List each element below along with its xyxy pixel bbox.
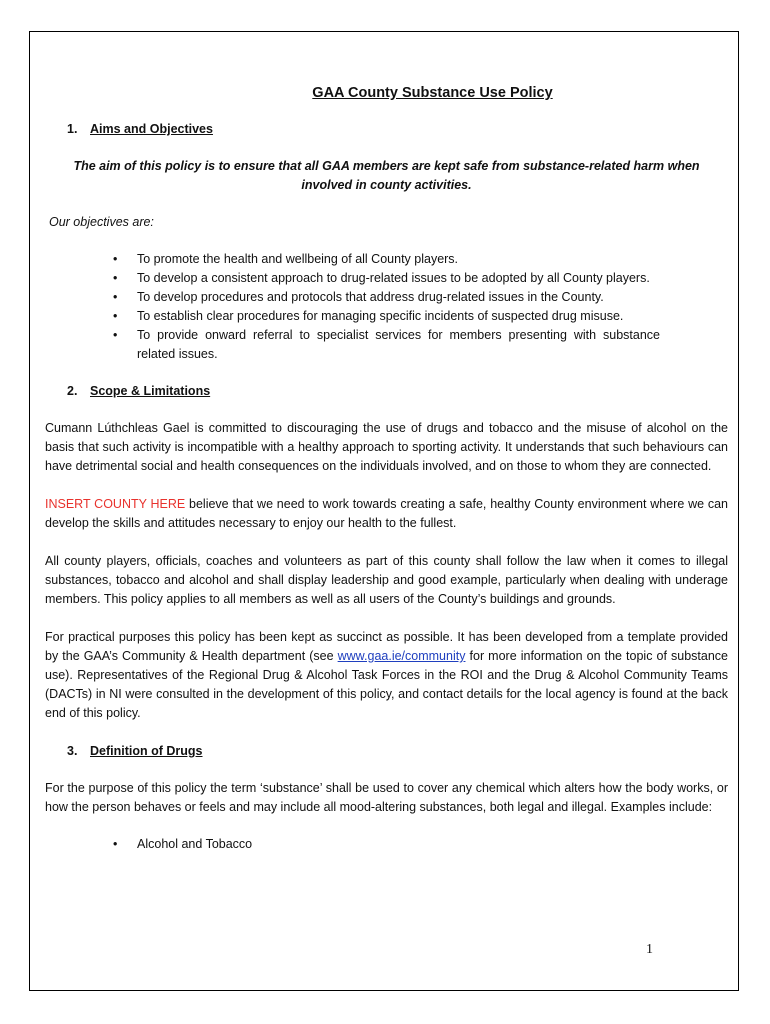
list-item <box>45 269 728 288</box>
section-number: 3. <box>67 744 78 758</box>
bullet-icon: • <box>113 328 118 342</box>
objectives-intro: Our objectives are: <box>49 215 154 229</box>
community-link[interactable]: www.gaa.ie/community <box>337 649 466 663</box>
scope-paragraph-4-before: For practical purposes this policy has been kept as succinct as possible. It has been developed from a template provided by the GAA’s Community & Health department (see <box>45 630 728 663</box>
section-title: Definition of Drugs <box>90 744 203 758</box>
list-item <box>45 250 728 269</box>
section-number: 1. <box>67 122 78 136</box>
scope-paragraph-3: All county players, officials, coaches and volunteers as part of this county shall follow the law when it comes to illegal substances, tobacco and alcohol and shall display leadership and good example, particularly when dealing with underage members. This policy applies to all members as well as all users of the County’s buildings and grounds. <box>45 554 728 606</box>
list-item-text: To promote the health and wellbeing of all County players. <box>137 252 459 266</box>
section-title: Aims and Objectives <box>90 122 213 136</box>
list-item-text: Alcohol and Tobacco <box>137 837 253 851</box>
section-number: 2. <box>67 384 78 398</box>
examples-list <box>45 835 728 854</box>
list-item-text: To establish clear procedures for managing specific incidents of suspected drug misuse. <box>137 309 624 323</box>
bullet-icon: • <box>113 271 118 285</box>
bullet-icon: • <box>113 290 118 304</box>
bullet-icon: • <box>113 252 118 266</box>
document-title: GAA County Substance Use Policy <box>312 85 553 101</box>
list-item-text: To develop a consistent approach to drug-related issues to be adopted by all County players. <box>137 271 650 285</box>
list-item <box>45 288 728 307</box>
objectives-list <box>45 250 728 364</box>
section-heading-scope <box>45 382 728 401</box>
list-item <box>45 307 728 326</box>
scope-paragraph-4 <box>45 628 728 723</box>
scope-paragraph-1: Cumann Lúthchleas Gael is committed to discouraging the use of drugs and tobacco and the misuse of alcohol on the basis that such activity is incompatible with a healthy approach to sporting activity. It understands that such behaviours can have detrimental social and health consequences on the individuals involved, and on those to whom they are connected. <box>45 421 728 473</box>
page-number: 1 <box>646 942 653 957</box>
list-item-text: To develop procedures and protocols that address drug-related issues in the County. <box>137 290 604 304</box>
scope-paragraph-4-after: for more information on the topic of substance use). Representatives of the Regional Drug & Alcohol Task Forces in the ROI and the Drug & Alcohol Community Teams (DACTs) in NI were consulted in the development of this policy, and contact details for the local agency is found at the back end of this policy. <box>45 649 728 720</box>
document-body <box>45 84 728 854</box>
section-title: Scope & Limitations <box>90 384 211 398</box>
definition-paragraph: For the purpose of this policy the term ‘substance’ shall be used to cover any chemical which alters how the body works, or how the person behaves or feels and may include all mood-altering substances, both legal and illegal. Examples include: <box>45 781 728 814</box>
list-item-text: To provide onward referral to specialist services for members presenting with substance related issues. <box>137 328 660 361</box>
scope-paragraph-2 <box>45 495 728 533</box>
bullet-icon: • <box>113 837 118 851</box>
bullet-icon: • <box>113 309 118 323</box>
scope-paragraph-2-text: believe that we need to work towards creating a safe, healthy County environment where we can develop the skills and attitudes necessary to enjoy our health to the fullest. <box>45 497 728 530</box>
aim-statement: The aim of this policy is to ensure that all GAA members are kept safe from substance-related harm when involved in county activities. <box>73 159 700 192</box>
county-placeholder: INSERT COUNTY HERE <box>45 497 186 511</box>
list-item <box>45 326 728 364</box>
list-item <box>45 835 728 854</box>
section-heading-aims <box>45 120 728 139</box>
section-heading-definition <box>45 742 728 761</box>
